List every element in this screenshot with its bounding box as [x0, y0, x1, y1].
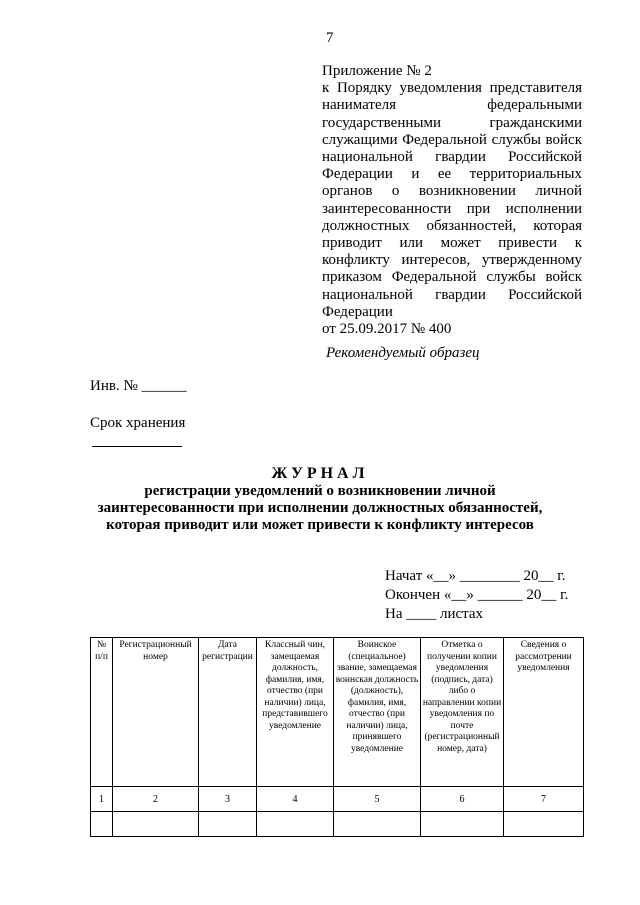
- sheets-count: На ____ листах: [385, 606, 484, 622]
- recommended-sample-label: Рекомендуемый образец: [326, 345, 480, 361]
- table-cell: [334, 812, 421, 837]
- column-number-cell: 5: [334, 787, 421, 812]
- ended-date: Окончен «__» ______ 20__ г.: [385, 587, 569, 603]
- registration-table: [90, 637, 584, 837]
- appendix-line: должностных обязанностей, которая: [322, 217, 582, 234]
- column-number-row: [91, 787, 584, 812]
- appendix-line: к Порядку уведомления представителя: [322, 80, 582, 97]
- appendix-line: Федерации: [322, 303, 393, 320]
- table-header-cell: Сведения о рассмотрении уведомления: [504, 638, 584, 787]
- table-cell: [91, 812, 113, 837]
- table-header-cell: № п/п: [91, 638, 113, 787]
- table-cell: [199, 812, 257, 837]
- inventory-number: Инв. № ______: [90, 378, 187, 394]
- started-date: Начат «__» ________ 20__ г.: [385, 568, 566, 584]
- column-number-cell: 4: [257, 787, 334, 812]
- table-header-cell: Регистрационный номер: [113, 638, 199, 787]
- table-header-cell: Дата регистрации: [199, 638, 257, 787]
- appendix-line: приводит или может привести к: [322, 235, 582, 252]
- appendix-line: национальной гвардии Российской: [322, 149, 582, 166]
- table-header-cell: Воинское (специальное) звание, замещаемая воинская должность (должность), фамилия, имя, отчество (при наличии) лица, принявшего уведомление: [334, 638, 421, 787]
- journal-subtitle-line: заинтересованности при исполнении должностных обязанностей,: [97, 500, 543, 516]
- journal-title: ЖУРНАЛ: [271, 465, 369, 482]
- table-header-cell: Классный чин, замещаемая должность, фамилия, имя, отчество (при наличии) лица, представившего уведомление: [257, 638, 334, 787]
- journal-subtitle-line: регистрации уведомлений о возникновении личной: [144, 483, 496, 499]
- table-cell: [504, 812, 584, 837]
- appendix-line: заинтересованности при исполнении: [322, 200, 582, 217]
- column-number-cell: 6: [421, 787, 504, 812]
- appendix-line: нанимателя федеральными: [322, 97, 582, 114]
- column-number-cell: 2: [113, 787, 199, 812]
- appendix-line: государственными гражданскими: [322, 114, 582, 131]
- journal-subtitle: [60, 483, 580, 534]
- appendix-block: [322, 63, 582, 338]
- table-row: [91, 812, 584, 837]
- appendix-order: от 25.09.2017 № 400: [322, 321, 452, 338]
- appendix-line: конфликту интересов, утвержденному: [322, 252, 582, 269]
- appendix-line: органов о возникновении личной: [322, 183, 582, 200]
- column-number-cell: 3: [199, 787, 257, 812]
- page-number: 7: [326, 30, 334, 46]
- appendix-line: Федерации и ее территориальных: [322, 166, 582, 183]
- storage-period-label: Срок хранения: [90, 415, 186, 431]
- table-header-row: [91, 638, 584, 787]
- appendix-line: приказом Федеральной службы войск: [322, 269, 582, 286]
- journal-subtitle-line: которая приводит или может привести к конфликту интересов: [106, 517, 534, 533]
- journal-dates: [385, 567, 568, 624]
- appendix-title: Приложение № 2: [322, 63, 432, 79]
- storage-period-blank-line: [92, 446, 182, 447]
- table-header-cell: Отметка о получении копии уведомления (подпись, дата) либо о направлении копии уведомления по почте (регистрационный номер, дата): [421, 638, 504, 787]
- table-cell: [421, 812, 504, 837]
- column-number-cell: 7: [504, 787, 584, 812]
- appendix-line: национальной гвардии Российской: [322, 286, 582, 303]
- table-cell: [257, 812, 334, 837]
- table-cell: [113, 812, 199, 837]
- appendix-line: служащими Федеральной службы войск: [322, 131, 582, 148]
- column-number-cell: 1: [91, 787, 113, 812]
